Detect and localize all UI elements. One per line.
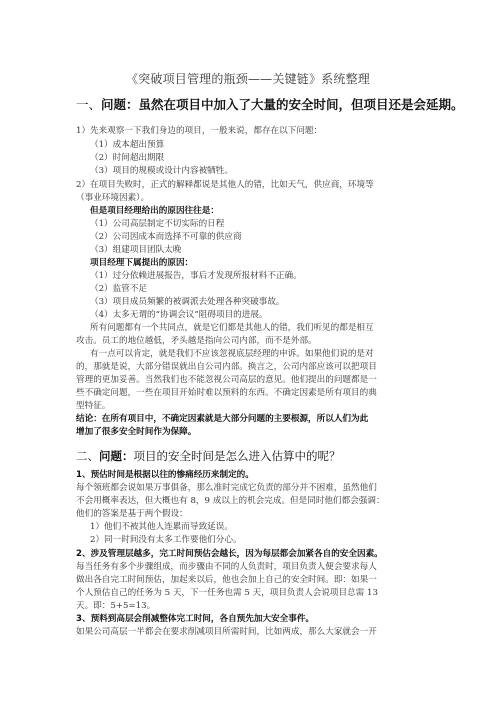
text-line: 些不确定问题，一些在项目开始时难以预料的东西。不确定因素是所有项目的典 — [76, 388, 377, 398]
text-line: 结论：在所有项目中，不确定因素就是大部分问题的主要根源，所以人们为此 — [76, 414, 369, 424]
text-line: 3、预料到高层会削减整体完工时间，各自预先加大安全事件。 — [76, 614, 315, 624]
text-line: （3）项目的规模或设计内容被牺牲。 — [90, 166, 233, 176]
section2-heading-q: 问题： — [99, 449, 134, 463]
text-line: 2）同一时间没有太多工作要他们分心。 — [90, 535, 242, 545]
text-line: （2）公司因成本而选择不可靠的供应商 — [90, 232, 242, 242]
text-line: 不会用概率表达，但大概也有 8，9 成以上的机会完成。但是同时他们都会强调： — [76, 496, 385, 506]
text-line: 的，那就是说，大部分错误就出自公司内部。换言之，公司内部应该可以把项目 — [76, 362, 377, 372]
text-line: （1）成本超出预算 — [90, 140, 165, 150]
text-line: 每个领班都会说如果万事俱备，那么准时完成它负责的部分并不困难，虽然他们 — [76, 483, 377, 493]
text-line: （4）太多无谓的“协调会议”阻碍项目的进展。 — [90, 310, 268, 320]
text-line: 做出各自完工时间预估，加起来以后，他也会加上自己的安全时间。即：如果一 — [76, 575, 377, 585]
text-line: （事业环境因素）。 — [76, 193, 150, 203]
text-line: （1）公司高层制定不切实际的日程 — [90, 219, 225, 229]
section2-heading-text: 项目的安全时间是怎么进入估算中的呢？ — [133, 449, 341, 463]
text-line: 1）先来观察一下我们身边的项目，一般来说，都存在以下问题： — [76, 126, 323, 136]
text-line: 增加了很多安全时间作为保障。 — [76, 427, 197, 437]
text-line: （1）过分依赖进展报告，事后才发现所报材料不正确。 — [90, 271, 302, 281]
text-line: 型特征。 — [76, 401, 111, 411]
text-line: 个人预估自己的任务为 5 天，下一任务也需 5 天，项目负责人会说项目总需 13 — [76, 588, 378, 598]
text-line: 他们的答案是基于两个假设： — [76, 509, 188, 519]
text-line: 所有问题都有一个共同点，就是它们都是其他人的错，我们听见的都是相互 — [90, 323, 374, 333]
text-line: 1）他们不被其他人连累而导致延误。 — [90, 522, 233, 532]
document-title: 《突破项目管理的瓶颈——关键链》系统整理 — [125, 72, 370, 86]
section2-heading — [76, 448, 341, 464]
text-line: 但是项目经理给出的原因往往是： — [90, 206, 219, 216]
section1-heading — [76, 95, 464, 113]
text-line: 攻击。员工的地位越低，矛头越是指向公司内部，而不是外部。 — [76, 336, 317, 346]
text-line: 每当任务有多个步骤组成，而步骤由不同的人负责时，项目负责人便会要求每人 — [76, 562, 377, 572]
text-line: 2）在项目失败时，正式的解释都说是其他人的错，比如天气，供应商，环境等 — [76, 180, 374, 190]
text-line: 项目经理下属提出的原因： — [90, 258, 194, 268]
text-line: 天。即：5+5=13。 — [76, 601, 156, 611]
section1-heading-text: 问题：虽然在项目中加入了大量的安全时间，但项目还是会延期。 — [101, 97, 464, 112]
text-line: 2、涉及管理层越多，完工时间预估会越长，因为每层都会加紧各自的安全因素。 — [76, 549, 383, 559]
text-line: （2）监管不足 — [90, 284, 148, 294]
text-line: 管理的更加妥善。当然我们也不能忽视公司高层的意见。他们提出的问题都是一 — [76, 375, 377, 385]
section1-heading-num: 一、 — [76, 97, 102, 112]
text-line: （3）项目成员频繁的被调派去处理各种突破事故。 — [90, 297, 285, 307]
section2-heading-num: 二、 — [76, 449, 99, 463]
text-line: （3）组建项目团队太晚 — [90, 245, 182, 255]
text-line: （2）时间超出期限 — [90, 153, 165, 163]
text-line: 如果公司高层一半都会在要求削减项目所需时间，比如两成，那么大家就会一开 — [76, 627, 377, 637]
text-line: 有一点可以肯定，就是我们不应该忽视底层经理的申诉。如果他们说的是对 — [90, 349, 374, 359]
text-line: 1、预估时间是根据以往的惨痛经历来制定的。 — [76, 470, 254, 480]
